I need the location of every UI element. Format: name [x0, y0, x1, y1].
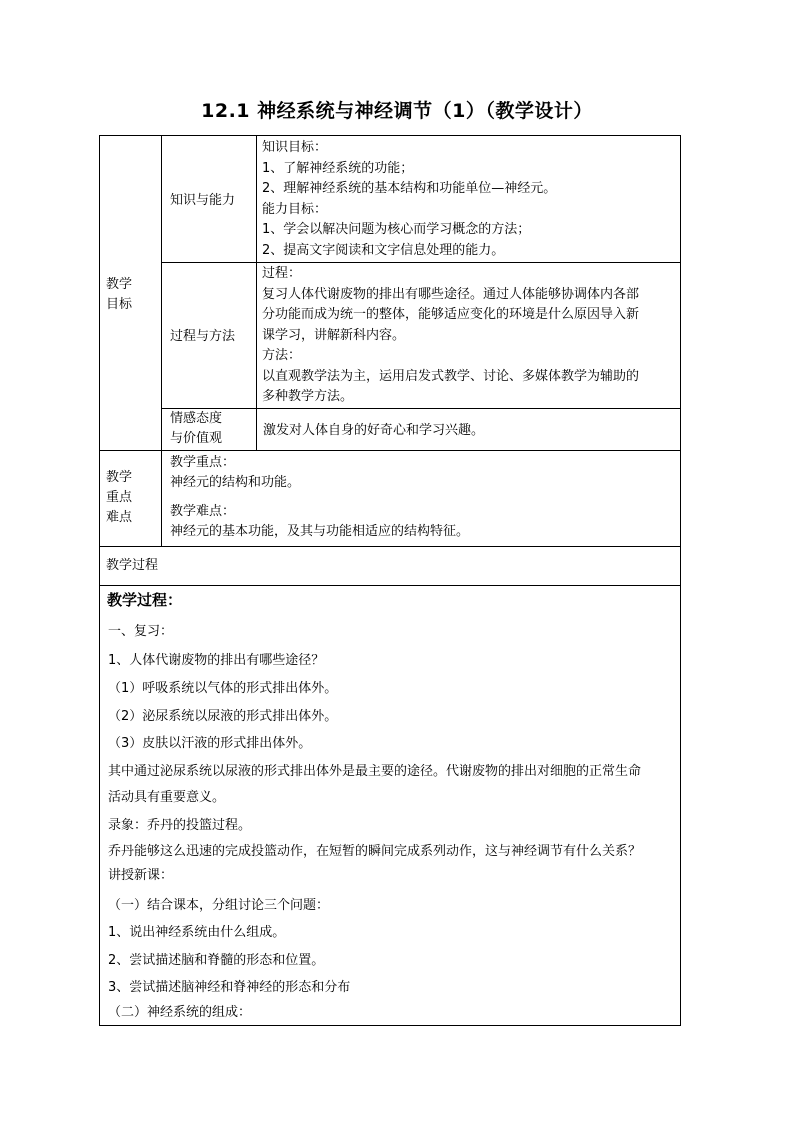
process-line: 1、说出神经系统由什么组成。 — [108, 925, 286, 940]
keypoints-content — [170, 453, 469, 542]
emotion-label: 情感态度 与价值观 — [170, 411, 223, 446]
process-line: 3、尝试描述脑神经和脊神经的形态和分布 — [108, 980, 351, 995]
process-heading: 教学过程： — [107, 591, 183, 609]
process-line: 乔丹能够这么迅速的完成投篮动作，在短暂的瞬间完成系列动作，这与神经调节有什么关系？ — [108, 844, 642, 859]
knowledge-line: 能力目标： — [262, 201, 328, 217]
lesson-table — [99, 135, 681, 1026]
page-title: 12.1 神经系统与神经调节（1）（教学设计） — [201, 100, 593, 122]
divider-col-2 — [161, 450, 162, 546]
process-line: （一）结合课本，分组讨论三个问题： — [108, 898, 330, 913]
process-line: 1、人体代谢废物的排出有哪些途径？ — [108, 653, 325, 668]
divider-row-keypoints — [100, 546, 681, 547]
divider-row-process-label — [100, 585, 681, 586]
process-method-line: 以直观教学法为主，运用启发式教学、讨论、多媒体教学为辅助的 — [262, 368, 640, 384]
knowledge-content — [262, 138, 556, 261]
keypoints-line: 神经元的基本功能，及其与功能相适应的结构特征。 — [170, 524, 470, 539]
keypoints-line: 教学难点： — [170, 504, 236, 519]
process-method-line: 方法： — [262, 348, 302, 363]
process-method-line: 过程： — [262, 266, 302, 281]
process-method-line: 复习人体代谢废物的排出有哪些途径。通过人体能够协调体内各部 — [262, 286, 640, 302]
process-line: 2、尝试描述脑和脊髓的形态和位置。 — [108, 953, 325, 968]
process-row-label: 教学过程 — [106, 558, 159, 573]
process-method-line: 多种教学方法。 — [262, 389, 354, 404]
divider-col-3 — [256, 136, 257, 450]
keypoints-label: 教学 重点 难点 — [106, 470, 133, 525]
process-method-content — [262, 264, 639, 408]
process-line: 录象：乔丹的投篮过程。 — [108, 818, 252, 833]
knowledge-line: 1、了解神经系统的功能； — [262, 160, 414, 176]
divider-row-knowledge — [161, 262, 681, 263]
knowledge-line: 2、理解神经系统的基本结构和功能单位—神经元。 — [262, 181, 557, 196]
process-line: 讲授新课： — [108, 868, 174, 883]
divider-row-objectives — [100, 450, 681, 451]
process-method-label: 过程与方法 — [170, 329, 236, 344]
process-line: （二）神经系统的组成： — [108, 1005, 252, 1020]
knowledge-line: 2、提高文字阅读和文字信息处理的能力。 — [262, 242, 505, 258]
knowledge-label: 知识与能力 — [170, 193, 236, 208]
divider-row-process — [161, 408, 681, 409]
emotion-content: 激发对人体自身的好奇心和学习兴趣。 — [263, 423, 485, 438]
knowledge-line: 1、学会以解决问题为核心而学习概念的方法； — [262, 222, 531, 237]
process-line: （1）呼吸系统以气体的形式排出体外。 — [108, 681, 338, 696]
process-line: （2）泌尿系统以尿液的形式排出体外。 — [108, 709, 338, 724]
process-line: 活动具有重要意义。 — [108, 790, 226, 805]
process-method-line: 分功能而成为统一的整体，能够适应变化的环境是什么原因导入新 — [262, 307, 640, 322]
process-line: 一、复习： — [108, 624, 174, 639]
process-method-line: 课学习，讲解新科内容。 — [262, 327, 406, 343]
process-line: 其中通过泌尿系统以尿液的形式排出体外是最主要的途径。代谢废物的排出对细胞的正常生命 — [108, 764, 642, 779]
objectives-label: 教学 目标 — [106, 277, 133, 312]
divider-col-1 — [161, 136, 162, 450]
knowledge-line: 知识目标： — [262, 140, 328, 155]
keypoints-line: 教学重点： — [170, 455, 236, 470]
keypoints-line: 神经元的结构和功能。 — [170, 475, 301, 490]
process-line: （3）皮肤以汗液的形式排出体外。 — [108, 736, 312, 751]
